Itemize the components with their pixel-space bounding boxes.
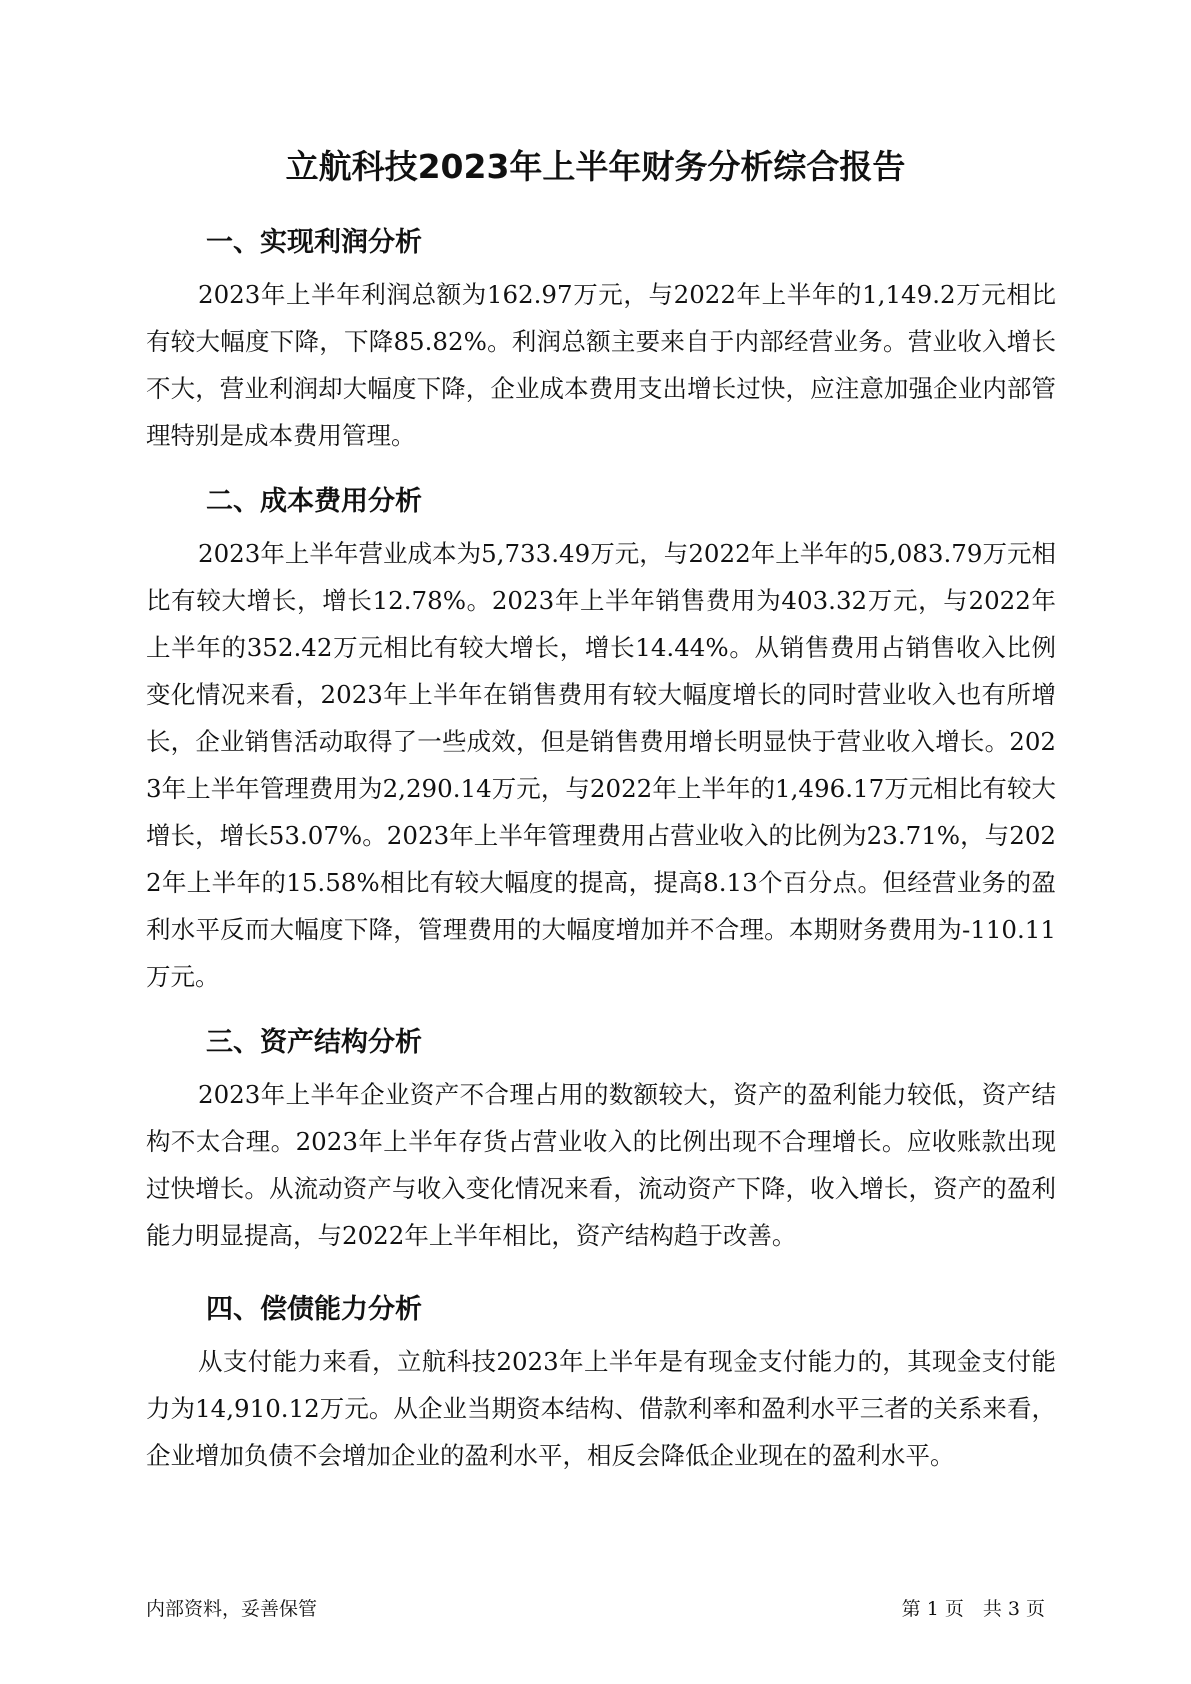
section-heading-cost: 二、成本费用分析 xyxy=(206,486,422,517)
footer-page-number: 第 1 页 共 3 页 xyxy=(901,1598,1045,1620)
section-heading-assets: 三、资产结构分析 xyxy=(206,1027,422,1058)
section-paragraph-profit: 2023年上半年利润总额为162.97万元，与2022年上半年的1,149.2万元相比有较大幅度下降，下降85.82%。利润总额主要来自于内部经营业务。营业收入增长不大，营业利润却大幅度下降，企业成本费用支出增长过快，应注意加强企业内部管理特别是成本费用管理。 xyxy=(146,280,1056,450)
footer-confidential-note: 内部资料，妥善保管 xyxy=(146,1598,318,1620)
section-paragraph-solvency: 从支付能力来看，立航科技2023年上半年是有现金支付能力的，其现金支付能力为14,910.12万元。从企业当期资本结构、借款利率和盈利水平三者的关系来看，企业增加负债不会增加企业的盈利水平，相反会降低企业现在的盈利水平。 xyxy=(146,1347,1056,1470)
section-heading-solvency: 四、偿债能力分析 xyxy=(206,1294,422,1325)
section-heading-profit: 一、实现利润分析 xyxy=(206,227,422,258)
document-body xyxy=(146,225,1056,1479)
page-title: 立航科技2023年上半年财务分析综合报告 xyxy=(285,147,906,186)
section-paragraph-assets: 2023年上半年企业资产不合理占用的数额较大，资产的盈利能力较低，资产结构不太合理。2023年上半年存货占营业收入的比例出现不合理增长。应收账款出现过快增长。从流动资产与收入变化情况来看，流动资产下降，收入增长，资产的盈利能力明显提高，与2022年上半年相比，资产结构趋于改善。 xyxy=(146,1080,1056,1250)
section-paragraph-cost: 2023年上半年营业成本为5,733.49万元，与2022年上半年的5,083.79万元相比有较大增长，增长12.78%。2023年上半年销售费用为403.32万元，与2022年上半年的352.42万元相比有较大增长，增长14.44%。从销售费用占销售收入比例变化情况来看，2023年上半年在销售费用有较大幅度增长的同时营业收入也有所增长，企业销售活动取得了一些成效，但是销售费用增长明显快于营业收入增长。2023年上半年管理费用为2,290.14万元，与2022年上半年的1,496.17万元相比有较大增长，增长53.07%。2023年上半年管理费用占营业收入的比例为23.71%，与2022年上半年的15.58%相比有较大幅度的提高，提高8.13个百分点。但经营业务的盈利水平反而大幅度下降，管理费用的大幅度增加并不合理。本期财务费用为-110.11万元。 xyxy=(146,539,1056,991)
